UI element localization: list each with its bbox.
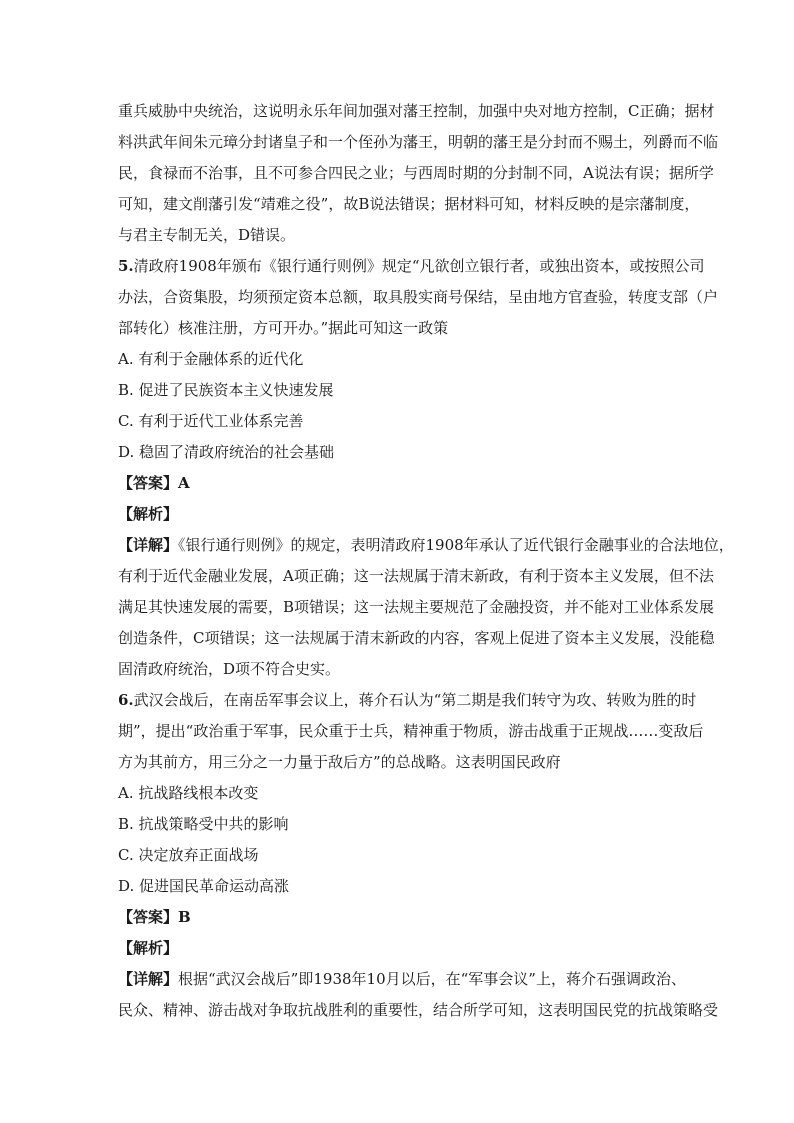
detail-label: 【详解】: [118, 970, 179, 988]
answer-value: A: [178, 474, 190, 492]
page-content: [118, 96, 734, 1026]
option-b: B. 抗战策略受中共的影响: [118, 815, 289, 833]
detail-line: 创造条件，C项错误；这一法规属于清末新政的内容，客观上促进了资本主义发展，没能稳: [118, 629, 715, 647]
analysis-label: 【解析】: [118, 505, 179, 523]
analysis-label: 【解析】: [118, 939, 179, 957]
text-line: 可知，建文削藩引发“靖难之役”，故B说法错误；据材料可知，材料反映的是宗藩制度，: [118, 195, 700, 213]
question-stem-line: 5.清政府1908年颁布《银行通行则例》规定“凡欲创立银行者，或独出资本，或按照公司: [118, 257, 705, 275]
answer-value: B: [178, 908, 191, 926]
text-line: 料洪武年间朱元璋分封诸皇子和一个侄孙为藩王，明朝的藩王是分封而不赐土，列爵而不临: [118, 133, 719, 151]
option-c: C. 有利于近代工业体系完善: [118, 412, 304, 430]
detail-line: 固清政府统治，D项不符合史实。: [118, 660, 341, 678]
question-6: [118, 685, 719, 1026]
question-stem-line: 方为其前方，用三分之一力量于敌后方”的总战略。这表明国民政府: [118, 753, 561, 771]
question-stem-line: 办法，合资集股，均须预定资本总额，取具殷实商号保结，呈由地方官查验，转度支部（户: [118, 288, 719, 306]
answer-label: 【答案】: [118, 908, 179, 926]
option-a: A. 有利于金融体系的近代化: [118, 350, 304, 368]
answer-label: 【答案】: [118, 474, 179, 492]
option-a: A. 抗战路线根本改变: [118, 784, 259, 802]
text-line: 民，食禄而不治事，且不可参合四民之业；与西周时期的分封制不同，A说法有误；据所学: [118, 164, 714, 182]
option-d: D. 促进国民革命运动高涨: [118, 877, 290, 895]
question-number: 5.: [118, 257, 134, 275]
answer-line: [118, 468, 678, 499]
detail-line: 有利于近代金融业发展，A项正确；这一法规属于清末新政，有利于资本主义发展，但不法: [118, 567, 714, 585]
question-stem-line: 6.武汉会战后，在南岳军事会议上，蒋介石认为“第二期是我们转守为攻、转败为胜的时: [118, 691, 697, 709]
detail-line: 【详解】根据“武汉会战后”即1938年10月以后，在“军事会议”上，蒋介石强调政治、: [118, 970, 686, 988]
prev-explanation: [118, 96, 719, 251]
option-d: D. 稳固了清政府统治的社会基础: [118, 443, 335, 461]
detail-line: 【详解】《银行通行则例》的规定，表明清政府1908年承认了近代银行金融事业的合法地位，: [118, 536, 734, 554]
detail-line: 民众、精神、游击战对争取抗战胜利的重要性，结合所学可知，这表明国民党的抗战策略受: [118, 1001, 719, 1019]
text-line: 重兵威胁中央统治，这说明永乐年间加强对藩王控制，加强中央对地方控制，C正确；据材: [118, 102, 715, 120]
option-c: C. 决定放弃正面战场: [118, 846, 259, 864]
detail-label: 【详解】: [118, 536, 179, 554]
detail-line: 满足其快速发展的需要，B项错误；这一法规主要规范了金融投资，并不能对工业体系发展: [118, 598, 715, 616]
answer-line: [118, 902, 678, 933]
option-b: B. 促进了民族资本主义快速发展: [118, 381, 334, 399]
question-5: [118, 251, 734, 685]
question-stem-line: 期”，提出“政治重于军事，民众重于士兵，精神重于物质，游击战重于正规战……变敌后: [118, 722, 704, 740]
question-number: 6.: [118, 691, 134, 709]
question-stem-line: 部转化）核准注册，方可开办。”据此可知这一政策: [118, 319, 449, 337]
text-line: 与君主专制无关，D错误。: [118, 226, 296, 244]
